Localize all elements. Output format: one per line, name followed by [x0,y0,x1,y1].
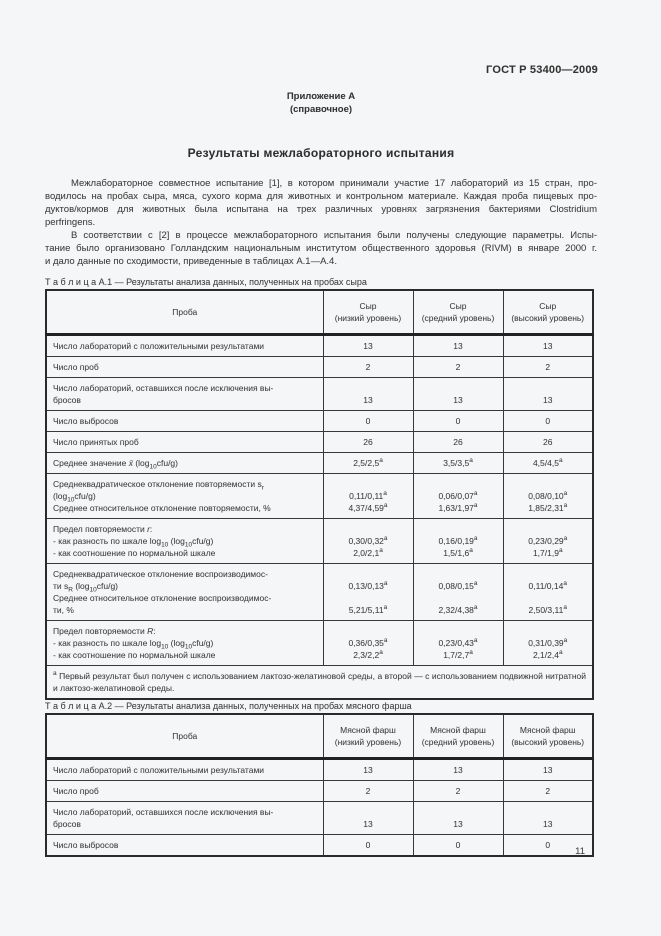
value-cell: 13 [503,802,593,835]
table-row [46,781,593,802]
paragraph-line: дуктов/кормов для животных была испытана на трех различных уровнях загрязнения бактериями Clostridium [45,204,597,215]
value-cell: $0,06/0,07^а$ $1,63/1,97^а$ [413,474,503,519]
value-cell: $0,30/0,32^а$ $2,0/2,1^а$ [323,519,413,564]
value-cell: 13 [413,802,503,835]
row-label: Среднеквадратическое отклонение повторяемости $s_r$ $(\log_{10}cfu/g)$ Среднее относительное отклонение повторяемости, % [46,474,323,519]
paragraph-line: В соответствии с [2] в процессе межлабораторного испытания были получены следующие параметры. Испы- [71,230,597,241]
value-cell: 13 [503,378,593,411]
value-cell: 2 [503,781,593,802]
table-a2 [45,713,594,857]
column-header-proba: Проба [46,714,323,759]
row-label: Число лабораторий с положительными результатами [46,335,323,357]
value-cell: $0,11/0,14^а$ $2,50/3,11^а$ [503,564,593,621]
table-row [46,519,593,564]
value-cell: 2 [323,781,413,802]
value-cell: $3,5/3,5^а$ [413,453,503,474]
value-cell: 0 [503,835,593,857]
paragraph-line: водилось на пробах сыра, мяса, сухого корма для животных и контрольном материале. Каждая проба пищевых про- [45,191,597,202]
column-header-meat-mid: Мясной фарш (средний уровень) [413,714,503,759]
value-cell: 13 [413,378,503,411]
value-cell: 13 [413,759,503,781]
table-header-row [46,290,593,335]
value-cell: $0,23/0,29^а$ $1,7/1,9^а$ [503,519,593,564]
paragraph-line: и дало данные по сходимости, приведенные в таблицах А.1—А.4. [45,256,337,267]
value-cell: 0 [323,835,413,857]
section-title: Результаты межлабораторного испытания [187,146,455,160]
intro-paragraphs [45,177,597,268]
table-row [46,453,593,474]
row-label: Число лабораторий, оставшихся после исключения вы- бросов [46,378,323,411]
column-header-cheese-low: Сыр (низкий уровень) [323,290,413,335]
value-cell: $0,08/0,10^а$ $1,85/2,31^а$ [503,474,593,519]
row-label: Число выбросов [46,411,323,432]
table-row [46,357,593,378]
table-row [46,835,593,857]
row-label: Среднеквадратическое отклонение воспроизводимос- ти $s_R$ $(\log_{10}cfu/g)$ Среднее относительное отклонение воспроизводимос- ти, % [46,564,323,621]
table-row [46,474,593,519]
value-cell: $0,08/0,15^а$ $2,32/4,38^а$ [413,564,503,621]
table-row [46,621,593,666]
row-label: Число выбросов [46,835,323,857]
column-header-cheese-mid: Сыр (средний уровень) [413,290,503,335]
row-label: Число принятых проб [46,432,323,453]
value-cell: $0,13/0,13^а$ $5,21/5,11^а$ [323,564,413,621]
value-cell: $0,36/0,35^а$ $2,3/2,2^а$ [323,621,413,666]
value-cell: 0 [503,411,593,432]
table-row [46,378,593,411]
value-cell: 0 [413,411,503,432]
value-cell: 26 [413,432,503,453]
table-header-row [46,714,593,759]
value-cell: $4,5/4,5^а$ [503,453,593,474]
value-cell: $0,16/0,19^а$ $1,5/1,6^а$ [413,519,503,564]
value-cell: 0 [323,411,413,432]
paragraph-line: perfringens. [45,217,96,228]
value-cell: 26 [323,432,413,453]
value-cell: 2 [323,357,413,378]
value-cell: 13 [323,378,413,411]
value-cell: 13 [323,759,413,781]
value-cell: 26 [503,432,593,453]
value-cell: 2 [503,357,593,378]
table-row [46,564,593,621]
value-cell: 0 [413,835,503,857]
value-cell: $0,23/0,43^а$ $1,7/2,7^а$ [413,621,503,666]
table-row [46,411,593,432]
row-label: Число лабораторий, оставшихся после исключения вы- бросов [46,802,323,835]
value-cell: $0,31/0,39^а$ $2,1/2,4^а$ [503,621,593,666]
table-row [46,335,593,357]
column-header-meat-high: Мясной фарш (высокий уровень) [503,714,593,759]
value-cell: 13 [323,802,413,835]
annex-title: Приложение А [286,91,356,102]
value-cell: $2,5/2,5^а$ [323,453,413,474]
table-a2-caption: Т а б л и ц а А.2 — Результаты анализа данных, полученных на пробах мясного фарша [45,701,412,711]
value-cell: 13 [413,335,503,357]
row-label: Предел повторяемости r: - как разность по шкале $\log_{10} (\log_{10}cfu/g)$ - как соотношение по нормальной шкале [46,519,323,564]
table-row [46,759,593,781]
row-label: Предел повторяемости R: - как разность по шкале $\log_{10} (\log_{10}cfu/g)$ - как соотношение по нормальной шкале [46,621,323,666]
paragraph-line: Межлабораторное совместное испытание [1], в котором принимали участие 17 лабораторий из 15 стран, про- [71,178,597,189]
value-cell: 13 [503,759,593,781]
column-header-meat-low: Мясной фарш (низкий уровень) [323,714,413,759]
table-a1-caption: Т а б л и ц а А.1 — Результаты анализа данных, полученных на пробах сыра [45,277,367,287]
row-label: Среднее значение x̄ $(\log_{10}cfu/g)$ [46,453,323,474]
table-row [46,432,593,453]
table-footnote: $^а$ Первый результат был получен с использованием лактозо-желатиновой среды, а второй — с использованием подвижной нитратной и лактозо-желатиновой среды. [46,666,593,700]
table-footnote-row [46,666,593,700]
row-label: Число лабораторий с положительными результатами [46,759,323,781]
table-a1 [45,289,594,700]
value-cell: 13 [323,335,413,357]
value-cell: 2 [413,781,503,802]
row-label: Число проб [46,357,323,378]
column-header-cheese-high: Сыр (высокий уровень) [503,290,593,335]
column-header-proba: Проба [46,290,323,335]
paragraph-line: тание было организовано Голландским национальным институтом общественного здоровья (RIVM) в январе 2000 г. [45,243,597,254]
page-number: 11 [575,846,585,857]
value-cell: 13 [503,335,593,357]
doc-number: ГОСТ Р 53400—2009 [486,64,598,76]
table-row [46,802,593,835]
value-cell: 2 [413,357,503,378]
annex-subtitle: (справочное) [289,104,353,115]
row-label: Число проб [46,781,323,802]
value-cell: $0,11/0,11^а$ $4,37/4,59^а$ [323,474,413,519]
